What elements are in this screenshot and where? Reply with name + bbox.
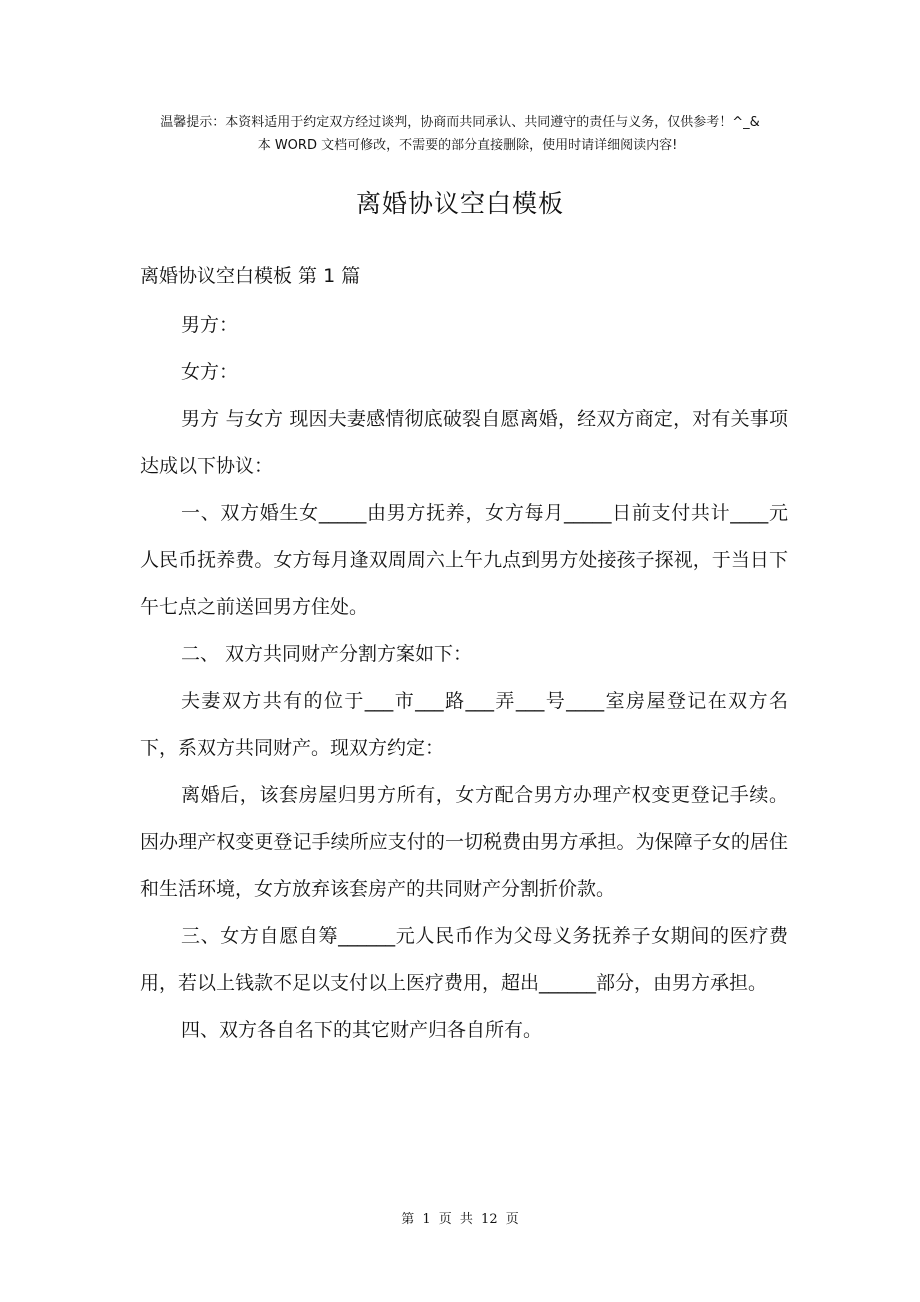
paragraph-property-location: 夫妻双方共有的位于___市___路___弄___号____室房屋登记在双方名下，系双方共同财产。现双方约定：: [140, 690, 788, 759]
section-heading: 离婚协议空白模板 第 1 篇: [140, 265, 361, 287]
paragraph-clause-4: 四、双方各自名下的其它财产归各自所有。: [181, 1019, 543, 1041]
paragraph-female-party: 女方：: [181, 361, 239, 383]
document-title: 离婚协议空白模板: [355, 189, 564, 218]
paragraph-clause-2-heading: 二、 双方共同财产分割方案如下：: [181, 643, 473, 665]
paragraph-clause-3: 三、女方自愿自筹______元人民币作为父母义务抚养子女期间的医疗费用，若以上钱款不足以支付以上医疗费用，超出______部分，由男方承担。: [140, 925, 788, 994]
notice-line-1: 温馨提示：本资料适用于约定双方经过谈判，协商而共同承认、共同遵守的责任与义务，仅供参考！^_&: [160, 115, 760, 130]
paragraph-male-party: 男方：: [181, 314, 239, 336]
document-body: [140, 302, 788, 1054]
paragraph-preamble: 男方 与女方 现因夫妻感情彻底破裂自愿离婚，经双方商定，对有关事项达成以下协议：: [140, 408, 788, 477]
paragraph-property-agreement: 离婚后，该套房屋归男方所有，女方配合男方办理产权变更登记手续。因办理产权变更登记手续所应支付的一切税费由男方承担。为保障子女的居住和生活环境，女方放弃该套房产的共同财产分割折价款。: [140, 784, 788, 900]
notice-line-2: 本 WORD 文档可修改，不需要的部分直接删除，使用时请详细阅读内容!: [257, 138, 678, 153]
notice-banner: [0, 111, 920, 157]
paragraph-clause-1: 一、双方婚生女_____由男方抚养，女方每月_____日前支付共计____元人民币抚养费。女方每月逢双周周六上午九点到男方处接孩子探视，于当日下午七点之前送回男方住处。: [140, 502, 788, 618]
page-footer: 第 1 页 共 12 页: [401, 1212, 519, 1227]
